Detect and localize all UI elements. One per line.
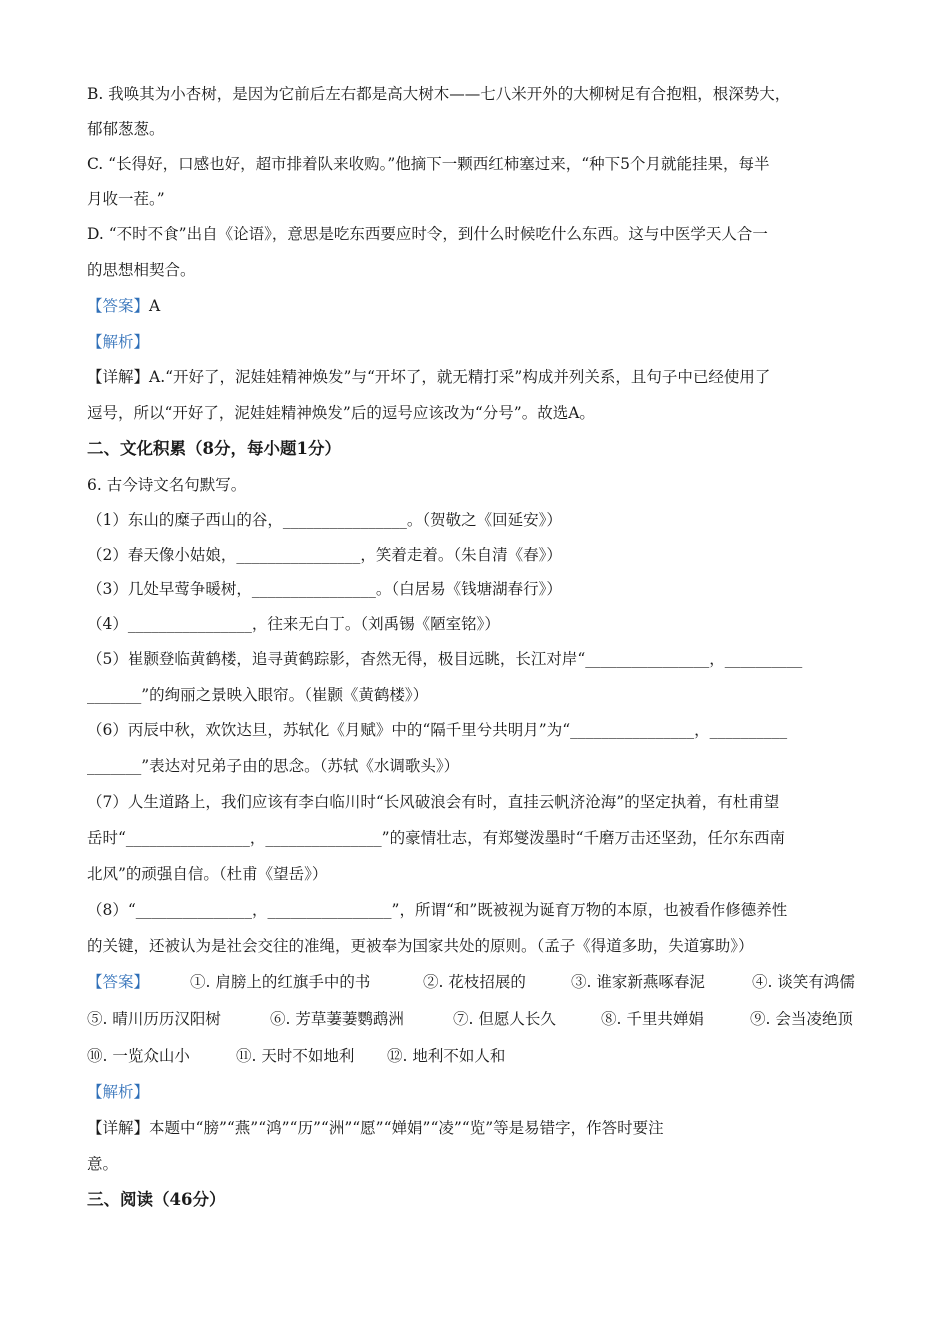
answer-item: ⑥. 芳草萋萋鹦鹉洲 — [270, 1010, 404, 1028]
detail-1-line-2: 逗号，所以“开好了，泥娃娃精神焕发”后的逗号应该改为“分号”。故选A。 — [87, 404, 595, 422]
detail-text: 本题中“膀”“燕”“鸿”“历”“洲”“愿”“婵娟”“凌”“览”等是易错字，作答时要注 — [149, 1119, 664, 1137]
answer-item: ⑩. 一览众山小 — [87, 1047, 190, 1065]
answer-item: ②. 花枝招展的 — [423, 973, 526, 991]
answer-1 — [87, 294, 160, 318]
question-6-7-line-1: （7）人生道路上，我们应该有李白临川时“长风破浪会有时，直挂云帆济沧海”的坚定执着，有杜甫望 — [87, 793, 780, 811]
answer-item: ④. 谈笑有鸿儒 — [752, 973, 855, 991]
answer-item: ⑦. 但愿人长久 — [453, 1010, 556, 1028]
question-6-3: （3）几处早莺争暖树，________________。（白居易《钱塘湖春行》） — [87, 580, 562, 598]
question-6-7-line-3: 北风”的顽强自信。（杜甫《望岳》） — [87, 865, 328, 883]
question-6-5-line-1: （5）崔颢登临黄鹤楼，追寻黄鹤踪影，杳然无得，极目远眺，长江对岸“________________，__________ — [87, 650, 803, 668]
option-d-line-1: D. “不时不食”出自《论语》，意思是吃东西要应时令，到什么时候吃什么东西。这与中医学天人合一 — [87, 225, 768, 243]
detail-2-line-1 — [87, 1116, 664, 1140]
section-heading-3: 三、阅读（46分） — [87, 1190, 226, 1209]
answer-item: ①. 肩膀上的红旗手中的书 — [190, 973, 371, 991]
answer-item: ⑫. 地利不如人和 — [387, 1047, 506, 1065]
detail-label: 【详解】 — [87, 368, 150, 386]
answer-item: ⑨. 会当凌绝顶 — [750, 1010, 853, 1028]
answer-label: 【答案】 — [87, 297, 150, 315]
detail-label: 【详解】 — [87, 1119, 150, 1137]
question-6-8-line-2: 的关键，还被认为是社会交往的准绳，更被奉为国家共处的原则。（孟子《得道多助，失道寡助》） — [87, 937, 754, 955]
option-b-line-2: 郁郁葱葱。 — [87, 120, 165, 138]
question-6-8-line-1: （8）“_______________，________________”，所谓“和”既被视为诞育万物的本原，也被看作修德养性 — [87, 901, 788, 919]
answer-item: ⑤. 晴川历历汉阳树 — [87, 1010, 221, 1028]
question-6-4: （4）________________，往来无白丁。（刘禹锡《陋室铭》） — [87, 615, 500, 633]
analysis-label-2: 【解析】 — [87, 1083, 150, 1101]
question-6-6-line-1: （6）丙辰中秋，欢饮达旦，苏轼化《月赋》中的“隔千里兮共明月”为“________________，__________ — [87, 721, 788, 739]
answer-item: ③. 谁家新燕啄春泥 — [571, 973, 705, 991]
section-heading-2: 二、文化积累（8分，每小题1分） — [87, 439, 341, 458]
question-6-5-line-2: _______”的绚丽之景映入眼帘。（崔颢《黄鹤楼》） — [87, 686, 429, 704]
option-b-line-1: B. 我唤其为小杏树，是因为它前后左右都是高大树木——七八米开外的大柳树足有合抱粗，根深势大， — [87, 85, 791, 103]
option-d-line-2: 的思想相契合。 — [87, 261, 196, 279]
option-c-line-1: C. “长得好，口感也好，超市排着队来收购。”他摘下一颗西红柿塞过来，“种下5个月就能挂果，每半 — [87, 155, 770, 173]
detail-2-line-2: 意。 — [87, 1155, 119, 1173]
question-6-title: 6. 古今诗文名句默写。 — [87, 476, 247, 494]
answer-label: 【答案】 — [87, 973, 150, 991]
analysis-label-1: 【解析】 — [87, 333, 150, 351]
question-6-6-line-2: _______”表达对兄弟子由的思念。（苏轼《水调歌头》） — [87, 757, 460, 775]
question-6-1: （1）东山的糜子西山的谷，________________。（贺敬之《回延安》） — [87, 511, 562, 529]
question-6-2: （2）春天像小姑娘，________________，笑着走着。（朱自清《春》） — [87, 546, 562, 564]
answer-item: ⑧. 千里共婵娟 — [601, 1010, 704, 1028]
option-c-line-2: 月收一茬。” — [87, 190, 165, 208]
detail-text: A.“开好了，泥娃娃精神焕发”与“开坏了，就无精打采”构成并列关系，且句子中已经使用了 — [149, 368, 771, 386]
answer-value: A — [149, 297, 161, 315]
question-6-7-line-2: 岳时“________________，_______________”的豪情壮志，有郑燮泼墨时“千磨万击还坚劲，任尔东西南 — [87, 829, 786, 847]
detail-1-line-1 — [87, 365, 770, 389]
answer-item: ⑪. 天时不如地利 — [236, 1047, 355, 1065]
